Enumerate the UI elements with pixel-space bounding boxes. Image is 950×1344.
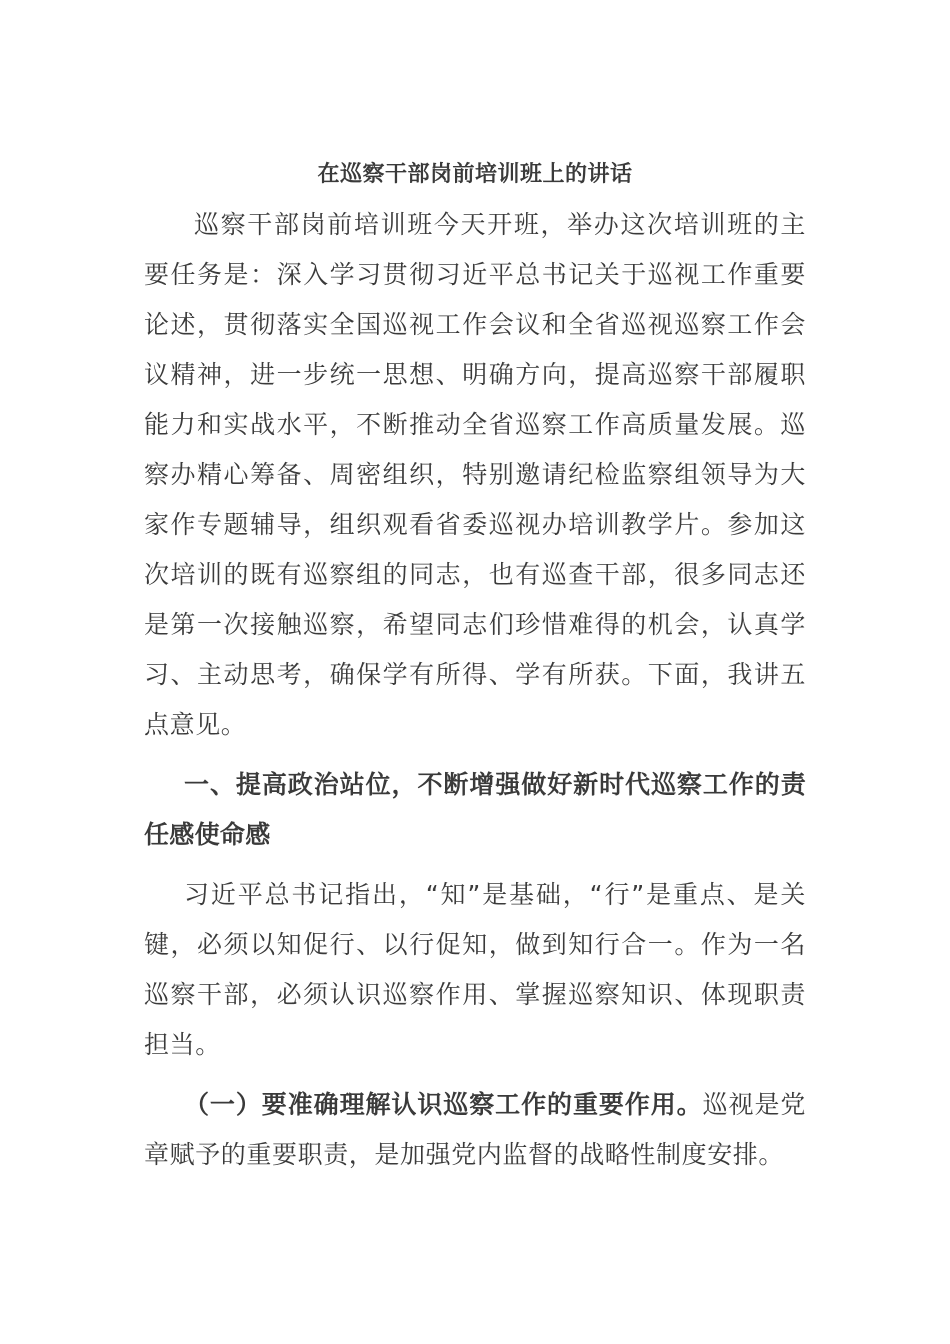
body-paragraph: 习近平总书记指出，“知”是基础，“行”是重点、是关键，必须以知促行、以行促知，做到知行合一。作为一名巡察干部，必须认识巡察作用、掌握巡察知识、体现职责担当。 [144, 880, 806, 1059]
section-heading: 一、提高政治站位，不断增强做好新时代巡察工作的责任感使命感 [144, 770, 806, 849]
document-page [144, 150, 806, 1180]
paragraph-text: 巡视是党章赋予的重要职责，是加强党内监督的战略性制度安排。 [144, 1090, 806, 1169]
body-paragraph: 巡察干部岗前培训班今天开班，举办这次培训班的主要任务是：深入学习贯彻习近平总书记关于巡视工作重要论述，贯彻落实全国巡视工作会议和全省巡视巡察工作会议精神，进一步统一思想、明确方向，提高巡察干部履职能力和实战水平，不断推动全省巡察工作高质量发展。巡察办精心筹备、周密组织，特别邀请纪检监察组领导为大家作专题辅导，组织观看省委巡视办培训教学片。参加这次培训的既有巡察组的同志，也有巡查干部，很多同志还是第一次接触巡察，希望同志们珍惜难得的机会，认真学习、主动思考，确保学有所得、学有所获。下面，我讲五点意见。 [144, 210, 806, 739]
subheading-lead: （一）要准确理解认识巡察工作的重要作用。 [184, 1090, 703, 1119]
body-paragraph [144, 1080, 806, 1180]
document-title: 在巡察干部岗前培训班上的讲话 [317, 162, 633, 187]
